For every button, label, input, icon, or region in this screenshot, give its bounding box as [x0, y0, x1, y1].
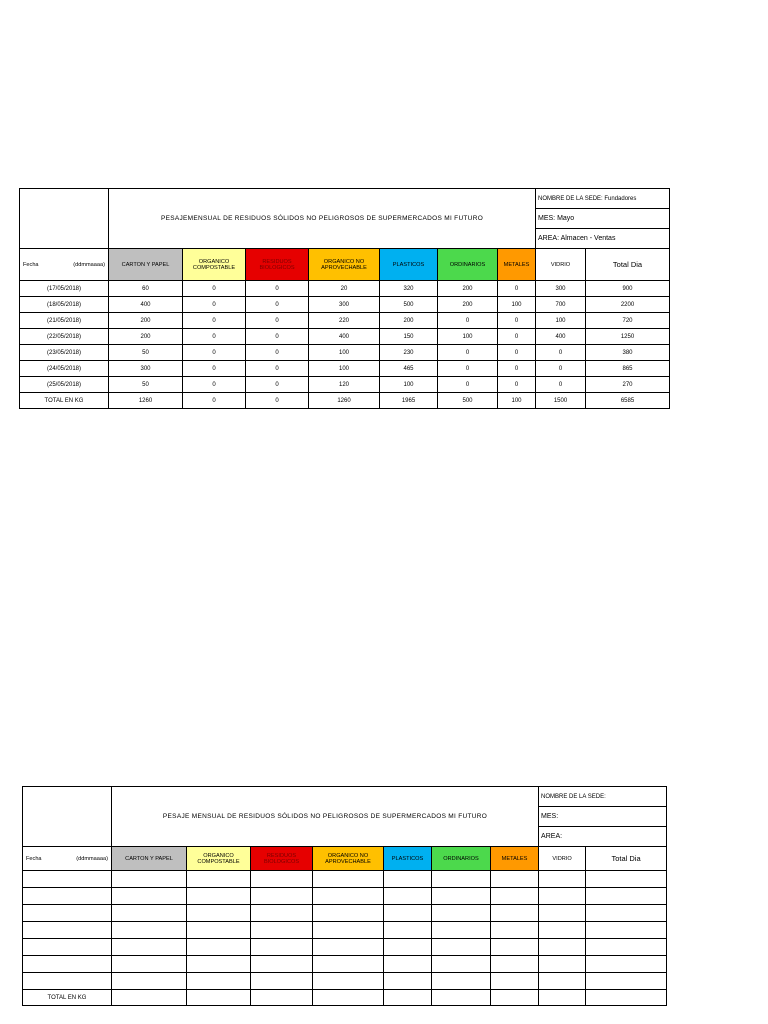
total-cell: 1965 [380, 393, 438, 409]
value-cell[interactable] [539, 905, 586, 922]
value-cell: 900 [586, 281, 670, 297]
total-cell: 0 [183, 393, 246, 409]
value-cell[interactable] [586, 888, 667, 905]
value-cell[interactable] [187, 905, 251, 922]
value-cell: 200 [438, 281, 498, 297]
header-vidrio: VIDRIO [539, 847, 586, 871]
header-ordinarios: ORDINARIOS [432, 847, 491, 871]
value-cell: 0 [246, 345, 309, 361]
total-cell: 500 [438, 393, 498, 409]
table-row [23, 956, 667, 973]
value-cell: 60 [109, 281, 183, 297]
header-organico-no-aprovechable: ORGANICO NO APROVECHABLE [309, 249, 380, 281]
value-cell[interactable] [187, 973, 251, 990]
sede-label: NOMBRE DE LA SEDE: [539, 787, 667, 807]
value-cell[interactable] [539, 922, 586, 939]
value-cell: 100 [438, 329, 498, 345]
date-cell[interactable] [23, 973, 112, 990]
value-cell[interactable] [432, 973, 491, 990]
area-label: AREA: Almacen - Ventas [536, 229, 670, 249]
value-cell[interactable] [491, 905, 539, 922]
total-cell[interactable] [112, 990, 187, 1006]
value-cell: 720 [586, 313, 670, 329]
table-row [23, 888, 667, 905]
total-cell[interactable] [384, 990, 432, 1006]
value-cell: 100 [309, 345, 380, 361]
total-cell[interactable] [586, 990, 667, 1006]
table-title: PESAJE MENSUAL DE RESIDUOS SÓLIDOS NO PELIGROSOS DE SUPERMERCADOS MI FUTURO [112, 787, 539, 847]
date-cell: (23/05/2018) [20, 345, 109, 361]
total-cell: 1500 [536, 393, 586, 409]
value-cell[interactable] [586, 905, 667, 922]
header-plasticos: PLASTICOS [380, 249, 438, 281]
value-cell: 0 [246, 313, 309, 329]
value-cell[interactable] [384, 956, 432, 973]
total-row [20, 393, 670, 409]
header-plasticos: PLASTICOS [384, 847, 432, 871]
total-cell: 6585 [586, 393, 670, 409]
value-cell: 200 [380, 313, 438, 329]
sede-label: NOMBRE DE LA SEDE: Fundadores [536, 189, 670, 209]
logo-cell [20, 189, 109, 249]
total-label: TOTAL EN KG [23, 990, 112, 1006]
header-metales: METALES [498, 249, 536, 281]
table-row [23, 922, 667, 939]
value-cell[interactable] [539, 939, 586, 956]
value-cell[interactable] [491, 871, 539, 888]
value-cell[interactable] [112, 973, 187, 990]
header-total-dia: Total Dia [586, 847, 667, 871]
value-cell[interactable] [313, 888, 384, 905]
value-cell[interactable] [432, 939, 491, 956]
value-cell: 0 [246, 281, 309, 297]
value-cell[interactable] [384, 888, 432, 905]
table-row [23, 973, 667, 990]
table-row [20, 297, 670, 313]
value-cell: 0 [498, 361, 536, 377]
value-cell: 120 [309, 377, 380, 393]
total-row [23, 990, 667, 1006]
value-cell[interactable] [112, 905, 187, 922]
value-cell[interactable] [251, 973, 313, 990]
value-cell: 0 [536, 345, 586, 361]
value-cell[interactable] [187, 939, 251, 956]
value-cell[interactable] [112, 922, 187, 939]
logo-cell [23, 787, 112, 847]
date-cell[interactable] [23, 939, 112, 956]
value-cell: 150 [380, 329, 438, 345]
value-cell[interactable] [187, 956, 251, 973]
value-cell[interactable] [313, 871, 384, 888]
mes-label: MES: Mayo [536, 209, 670, 229]
value-cell: 50 [109, 377, 183, 393]
value-cell[interactable] [432, 888, 491, 905]
header-fecha: Fecha (ddmmaaaa) [23, 847, 112, 871]
value-cell[interactable] [112, 871, 187, 888]
value-cell: 0 [246, 361, 309, 377]
value-cell[interactable] [251, 871, 313, 888]
total-cell[interactable] [539, 990, 586, 1006]
header-residuos-biologicos: RESIDUOS BIOLOGICOS [246, 249, 309, 281]
value-cell[interactable] [251, 939, 313, 956]
value-cell[interactable] [432, 956, 491, 973]
table-row [20, 313, 670, 329]
area-label: AREA: [539, 827, 667, 847]
total-cell: 1260 [309, 393, 380, 409]
mes-label: MES: [539, 807, 667, 827]
value-cell[interactable] [586, 871, 667, 888]
value-cell[interactable] [251, 922, 313, 939]
table-row [23, 939, 667, 956]
value-cell: 300 [109, 361, 183, 377]
value-cell[interactable] [251, 905, 313, 922]
table-row [23, 905, 667, 922]
table-row [20, 345, 670, 361]
date-cell: (25/05/2018) [20, 377, 109, 393]
value-cell: 500 [380, 297, 438, 313]
table-row [20, 377, 670, 393]
value-cell[interactable] [187, 871, 251, 888]
value-cell: 0 [183, 361, 246, 377]
value-cell[interactable] [539, 871, 586, 888]
header-organico-no-aprovechable: ORGANICO NO APROVECHABLE [313, 847, 384, 871]
value-cell: 320 [380, 281, 438, 297]
value-cell: 0 [246, 377, 309, 393]
value-cell[interactable] [384, 922, 432, 939]
value-cell: 0 [498, 377, 536, 393]
value-cell[interactable] [491, 973, 539, 990]
total-cell: 100 [498, 393, 536, 409]
total-cell[interactable] [251, 990, 313, 1006]
value-cell[interactable] [251, 956, 313, 973]
value-cell[interactable] [313, 905, 384, 922]
value-cell[interactable] [586, 939, 667, 956]
value-cell: 0 [438, 377, 498, 393]
date-cell[interactable] [23, 905, 112, 922]
header-metales: METALES [491, 847, 539, 871]
total-cell[interactable] [432, 990, 491, 1006]
header-carton: CARTON Y PAPEL [112, 847, 187, 871]
value-cell: 230 [380, 345, 438, 361]
value-cell: 0 [246, 297, 309, 313]
date-cell[interactable] [23, 888, 112, 905]
header-vidrio: VIDRIO [536, 249, 586, 281]
total-cell: 0 [246, 393, 309, 409]
value-cell: 200 [109, 313, 183, 329]
total-cell[interactable] [491, 990, 539, 1006]
value-cell[interactable] [313, 973, 384, 990]
value-cell: 400 [109, 297, 183, 313]
value-cell: 0 [246, 329, 309, 345]
value-cell: 100 [380, 377, 438, 393]
value-cell: 0 [183, 313, 246, 329]
value-cell: 0 [183, 377, 246, 393]
date-cell: (18/05/2018) [20, 297, 109, 313]
total-cell[interactable] [313, 990, 384, 1006]
value-cell[interactable] [491, 922, 539, 939]
value-cell: 0 [438, 361, 498, 377]
weighing-table-blank [22, 786, 667, 1006]
value-cell: 200 [438, 297, 498, 313]
value-cell: 400 [536, 329, 586, 345]
value-cell: 0 [183, 297, 246, 313]
value-cell: 0 [536, 377, 586, 393]
value-cell: 1250 [586, 329, 670, 345]
value-cell: 100 [536, 313, 586, 329]
value-cell[interactable] [384, 871, 432, 888]
value-cell: 270 [586, 377, 670, 393]
value-cell: 2200 [586, 297, 670, 313]
value-cell: 0 [438, 345, 498, 361]
value-cell[interactable] [251, 888, 313, 905]
value-cell: 865 [586, 361, 670, 377]
value-cell[interactable] [432, 922, 491, 939]
value-cell[interactable] [586, 973, 667, 990]
value-cell: 400 [309, 329, 380, 345]
value-cell[interactable] [112, 956, 187, 973]
value-cell[interactable] [586, 956, 667, 973]
table-title: PESAJEMENSUAL DE RESIDUOS SÓLIDOS NO PELIGROSOS DE SUPERMERCADOS MI FUTURO [109, 189, 536, 249]
value-cell[interactable] [432, 905, 491, 922]
total-cell[interactable] [187, 990, 251, 1006]
value-cell: 0 [183, 345, 246, 361]
date-cell[interactable] [23, 956, 112, 973]
date-cell: (22/05/2018) [20, 329, 109, 345]
value-cell: 0 [183, 329, 246, 345]
header-organico-compostable: ORGANICO COMPOSTABLE [187, 847, 251, 871]
value-cell: 100 [498, 297, 536, 313]
value-cell[interactable] [313, 956, 384, 973]
value-cell: 380 [586, 345, 670, 361]
value-cell: 0 [536, 361, 586, 377]
value-cell[interactable] [384, 905, 432, 922]
date-cell: (24/05/2018) [20, 361, 109, 377]
value-cell[interactable] [539, 956, 586, 973]
table-row [20, 329, 670, 345]
date-cell[interactable] [23, 922, 112, 939]
value-cell: 100 [309, 361, 380, 377]
value-cell: 220 [309, 313, 380, 329]
value-cell: 0 [498, 329, 536, 345]
date-cell: (17/05/2018) [20, 281, 109, 297]
value-cell: 0 [438, 313, 498, 329]
value-cell[interactable] [313, 939, 384, 956]
header-ordinarios: ORDINARIOS [438, 249, 498, 281]
weighing-table-filled [19, 188, 670, 409]
value-cell: 0 [183, 281, 246, 297]
value-cell: 300 [536, 281, 586, 297]
value-cell[interactable] [187, 922, 251, 939]
value-cell[interactable] [432, 871, 491, 888]
header-row [23, 847, 667, 871]
value-cell[interactable] [491, 956, 539, 973]
value-cell[interactable] [491, 939, 539, 956]
date-cell[interactable] [23, 871, 112, 888]
value-cell[interactable] [112, 888, 187, 905]
table-row [20, 361, 670, 377]
value-cell[interactable] [384, 973, 432, 990]
value-cell[interactable] [112, 939, 187, 956]
table-row [23, 871, 667, 888]
value-cell[interactable] [187, 888, 251, 905]
value-cell: 20 [309, 281, 380, 297]
value-cell: 0 [498, 345, 536, 361]
header-organico-compostable: ORGANICO COMPOSTABLE [183, 249, 246, 281]
header-residuos-biologicos: RESIDUOS BIOLOGICOS [251, 847, 313, 871]
header-fecha: Fecha (ddmmaaaa) [20, 249, 109, 281]
value-cell: 0 [498, 313, 536, 329]
value-cell[interactable] [586, 922, 667, 939]
total-cell: 1260 [109, 393, 183, 409]
value-cell: 300 [309, 297, 380, 313]
value-cell: 700 [536, 297, 586, 313]
header-carton: CARTON Y PAPEL [109, 249, 183, 281]
value-cell[interactable] [539, 888, 586, 905]
value-cell: 200 [109, 329, 183, 345]
header-row [20, 249, 670, 281]
value-cell[interactable] [539, 973, 586, 990]
value-cell[interactable] [384, 939, 432, 956]
header-total-dia: Total Dia [586, 249, 670, 281]
value-cell[interactable] [313, 922, 384, 939]
total-cell: TOTAL EN KG [20, 393, 109, 409]
table-row [20, 281, 670, 297]
value-cell: 465 [380, 361, 438, 377]
value-cell[interactable] [491, 888, 539, 905]
date-cell: (21/05/2018) [20, 313, 109, 329]
value-cell: 50 [109, 345, 183, 361]
value-cell: 0 [498, 281, 536, 297]
